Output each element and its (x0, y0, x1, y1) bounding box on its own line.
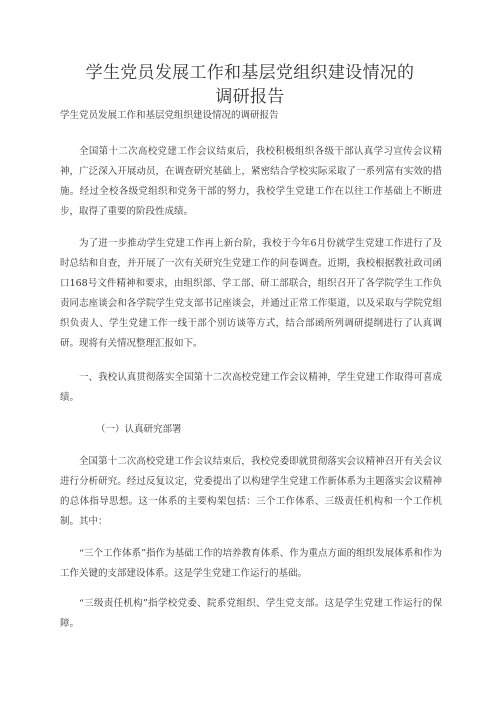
document-title-line-2: 调研报告 (215, 87, 285, 107)
document-subtitle: 学生党员发展工作和基层党组织建设情况的调研报告 (60, 110, 279, 121)
paragraph-three-systems: “三个工作体系”指作为基础工作的培养教育体系、作为重点方面的组织发展体系和作为工作关键的支部建设体系。这是学生党建工作运行的基础。 (60, 548, 442, 579)
paragraph-survey: 为了进一步推动学生党建工作再上新台阶，我校于今年6月份就学生党建工作进行了及时总结和自查，并开展了一次有关研究生党建工作的问卷调查。近期，我校根据教社政司函口168号文件精神和要求，由组织部、学工部、研工部联合，组织召开了各学院学生工作负责同志座谈会和各学院学生党支部书记座谈会，并通过正常工作渠道，以及采取与学院党组织负责人、学生党建工作一线干部个别访谈等方式，结合部函所列调研提纲进行了认真调研。现将有关情况整理汇报如下。 (60, 238, 442, 349)
document-title-line-1: 学生党员发展工作和基层党组织建设情况的 (85, 63, 415, 83)
paragraph-three-levels: “三级责任机构”指学校党委、院系党组织、学生党支部。这是学生党建工作运行的保障。 (60, 598, 442, 629)
paragraph-deployment: 全国第十二次高校党建工作会议结束后，我校党委即就贯彻落实会议精神召开有关会议进行分析研究。经过反复议定，党委提出了以构建学生党建工作新体系为主题落实会议精神的总体指导思想。这一体系的主要构架包括：三个工作体系、三级责任机构和一个工作机制。其中： (60, 456, 442, 527)
subsection-heading-1: （一）认真研究部署 (96, 424, 182, 435)
section-heading-1: 一、我校认真贯彻落实全国第十二次高校党建工作会议精神，学生党建工作取得可喜成绩。 (60, 372, 442, 403)
paragraph-intro: 全国第十二次高校党建工作会议结束后，我校积极组织各级干部认真学习宣传会议精神，广泛深入开展动员，在调查研究基础上，紧密结合学校实际采取了一系列富有实效的措施。经过全校各级党组织和党务干部的努力，我校学生党建工作在以往工作基础上不断进步，取得了重要的阶段性成绩。 (60, 146, 442, 217)
